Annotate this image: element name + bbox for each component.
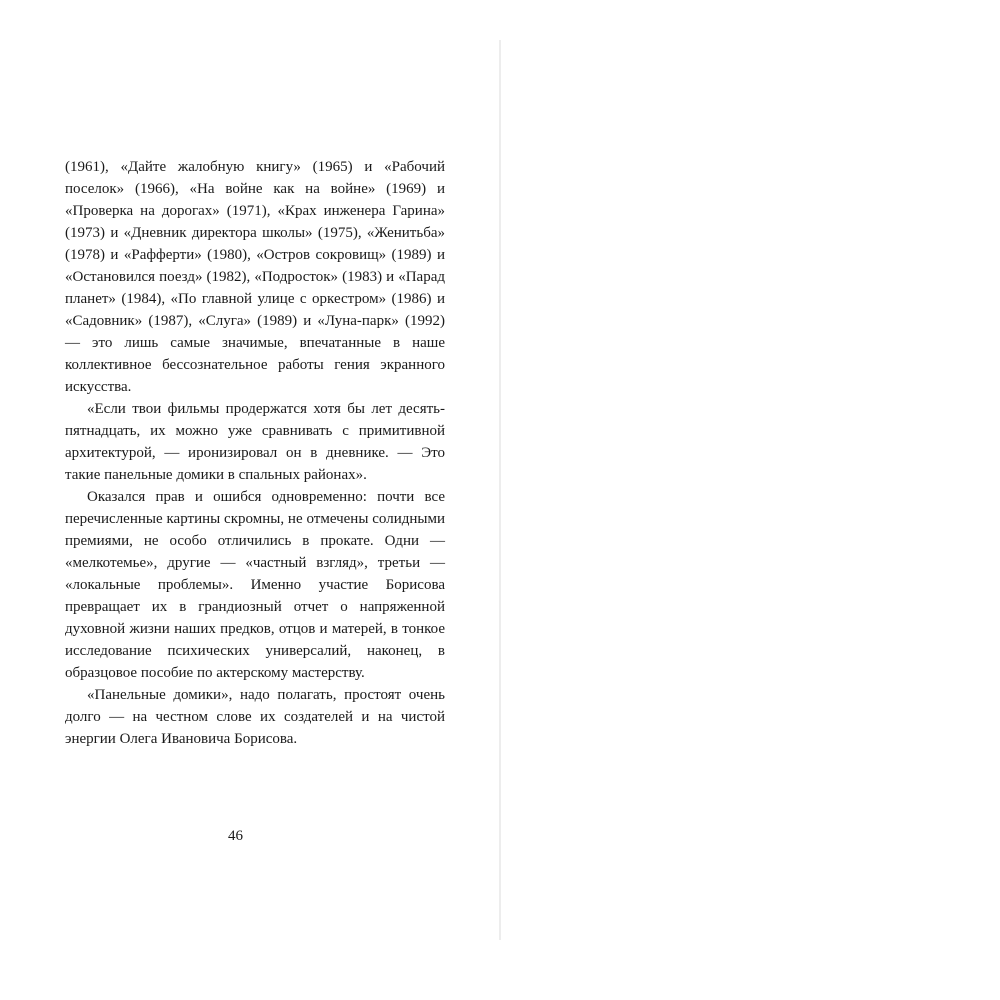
page-number: 46 — [228, 828, 243, 844]
paragraph: (1961), «Дайте жалобную книгу» (1965) и «Рабочий поселок» (1966), «На войне как на войне» (1969) и «Проверка на дорогах» (1971), «Крах инженера Гарина» (1973) и «Дневник директора школы» (1975), «Женитьба» (1978) и «Рафферти» (1980), «Остров сокровищ» (1989) и «Остановился поезд» (1982), «Подросток» (1983) и «Парад планет» (1984), «По главной улице с оркестром» (1986) и «Садовник» (1987), «Слуга» (1989) и «Луна-парк» (1992) — это лишь самые значимые, впечатанные в наше коллективное бессознательное работы гения экранного искусства. — [65, 159, 445, 395]
left-body-text — [65, 156, 445, 750]
paragraph: «Панельные домики», надо полагать, простоят очень долго — на честном слове их создателей и на чистой энергии Олега Ивановича Борисова. — [65, 687, 445, 747]
paragraph: Оказался прав и ошибся одновременно: почти все перечисленные картины скромны, не отмечены солидными премиями, не особо отличились в прокате. Одни — «мелкотемье», другие — «частный взгляд», третьи — «локальные проблемы». Именно участие Борисова превращает их в грандиозный отчет о напряженной духовной жизни наших предков, отцов и матерей, в тонкое исследование психических универсалий, наконец, в образцовое пособие по актерскому мастерству. — [65, 489, 445, 681]
paragraph: «Если твои фильмы продержатся хотя бы лет десять-пятнадцать, их можно уже сравнивать с примитивной архитектурой, — иронизировал он в дневнике. — Это такие панельные домики в спальных районах». — [65, 401, 445, 483]
right-page — [500, 0, 1000, 1000]
